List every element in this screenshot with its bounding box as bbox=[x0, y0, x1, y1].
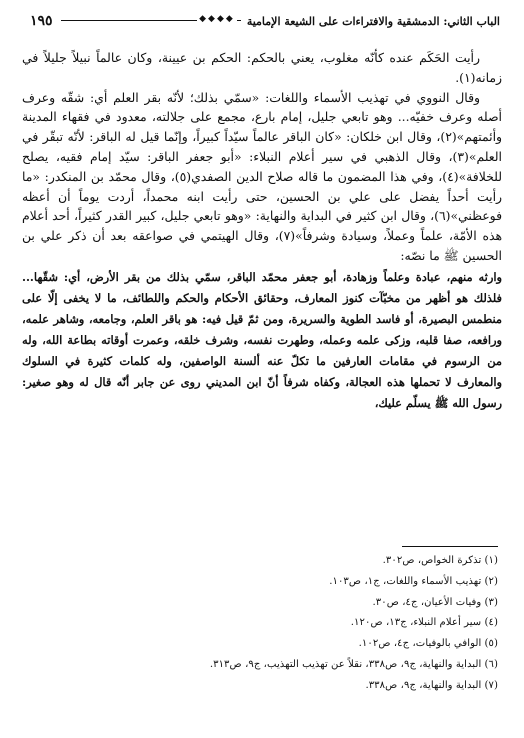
footnote-separator bbox=[402, 546, 498, 547]
footnote: (٧) البداية والنهاية، ج٩، ص٣٣٨. bbox=[365, 679, 498, 691]
footnote: (٤) سير أعلام النبلاء، ج١٣، ص١٢٠. bbox=[350, 617, 498, 629]
footnote: (٢) تهذيب الأسماء واللغات، ج١، ص١٠٣. bbox=[329, 575, 498, 587]
footnotes bbox=[40, 551, 498, 697]
page-header bbox=[30, 12, 500, 30]
footnote: (٣) وفيات الأعيان، ج٤، ص٣٠. bbox=[372, 596, 498, 608]
diamond-ornament-icon: ◆◆◆◆ bbox=[199, 14, 235, 24]
footnote: (١) تذكرة الخواص، ص٣٠٢. bbox=[382, 555, 498, 566]
running-title: الباب الثاني: الدمشقية والافتراءات على الشيعة الإمامية bbox=[246, 14, 500, 28]
main-text bbox=[22, 48, 502, 414]
footnote: (٥) الوافي بالوفيات، ج٤، ص١٠٢. bbox=[358, 638, 498, 650]
footnote: (٦) البداية والنهاية، ج٩، ص٣٣٨، نقلاً عن تهذيب التهذيب، ج٩، ص٣١٣. bbox=[209, 658, 498, 670]
paragraph: رأيت الحَكَم عنده كأنّه مغلوب، يعني بالحكم: الحكم بن عيينة، وكان عالماً نبيلاً جليلاً في زمانه(١). bbox=[22, 50, 502, 85]
header-rule bbox=[61, 12, 241, 30]
block-quote: وارثه منهم، عبادة وعلماً وزهادة، أبو جعفر محمّد الباقر، سمّي بذلك من بقر الأرض، أي: شقّها... فلذلك هو أظهر من مخبّآت كنوز المعارف، وحقائق الأحكام والحكم واللطائف، ما لا يخفى إلّا على منطمس البصيرة، أو فاسد الطوية والسريرة، ومن ثمّ قيل فيه: هو باقر العلم، وجامعه، وشاهر علمه، ورافعه، صفا قلبه، وزكى علمه وعمله، وطهرت نفسه، وشرف خلقه، وعمرت أوقاته بطاعة الله، وله من الرسوم في مقامات العارفين ما تكلّ عنه ألسنة الواصفين، وله كلمات كثيرة في السلوك والمعارف لا تحملها هذه العجالة، وكفاه شرفاً أنّ ابن المديني روى عن جابر أنّه قال له وهو صغير: رسول الله ﷺ يسلّم عليك، bbox=[22, 269, 502, 410]
page-number: ١٩٥ bbox=[30, 13, 53, 29]
paragraph: وقال النووي في تهذيب الأسماء واللغات: «سمّي بذلك؛ لأنّه بقر العلم أي: شقّه وعرف أصله وعرف خفيّه... وهو تابعي جليل، إمام بارع، مجمع على جلالته، معدود في فقهاء المدينة وأئمتهم»(٢)، وقال ابن خلكان: «كان الباقر عالماً سيّداً كبيراً، وإنّما قيل له الباقر: لأنّه تبقّر في العلم»(٣)، وقال الذهبي في سير أعلام النبلاء: «أبو جعفر الباقر: سيّد إمام فقيه، يصلح للخلافة»(٤)، وفي هذا المضمون ما قاله صلاح الدين الصفدي(٥)، وقال محمّد بن المنكدر: «ما رأيت أحداً يفضل على علي بن الحسين، حتى رأيت ابنه محمداً، أردت يوماً أن أعظه فوعظني»(٦)، وقال ابن كثير في البداية والنهاية: «وهو تابعي جليل، كبير القدر كثيراً، أحد أعلام هذه الأمّة، علماً وعملاً، وسيادة وشرفاً»(٧)، وقال الهيتمي في صواعقه بعد أن ذكر علي بن الحسين ﷺ ما نصّه: bbox=[22, 89, 502, 263]
